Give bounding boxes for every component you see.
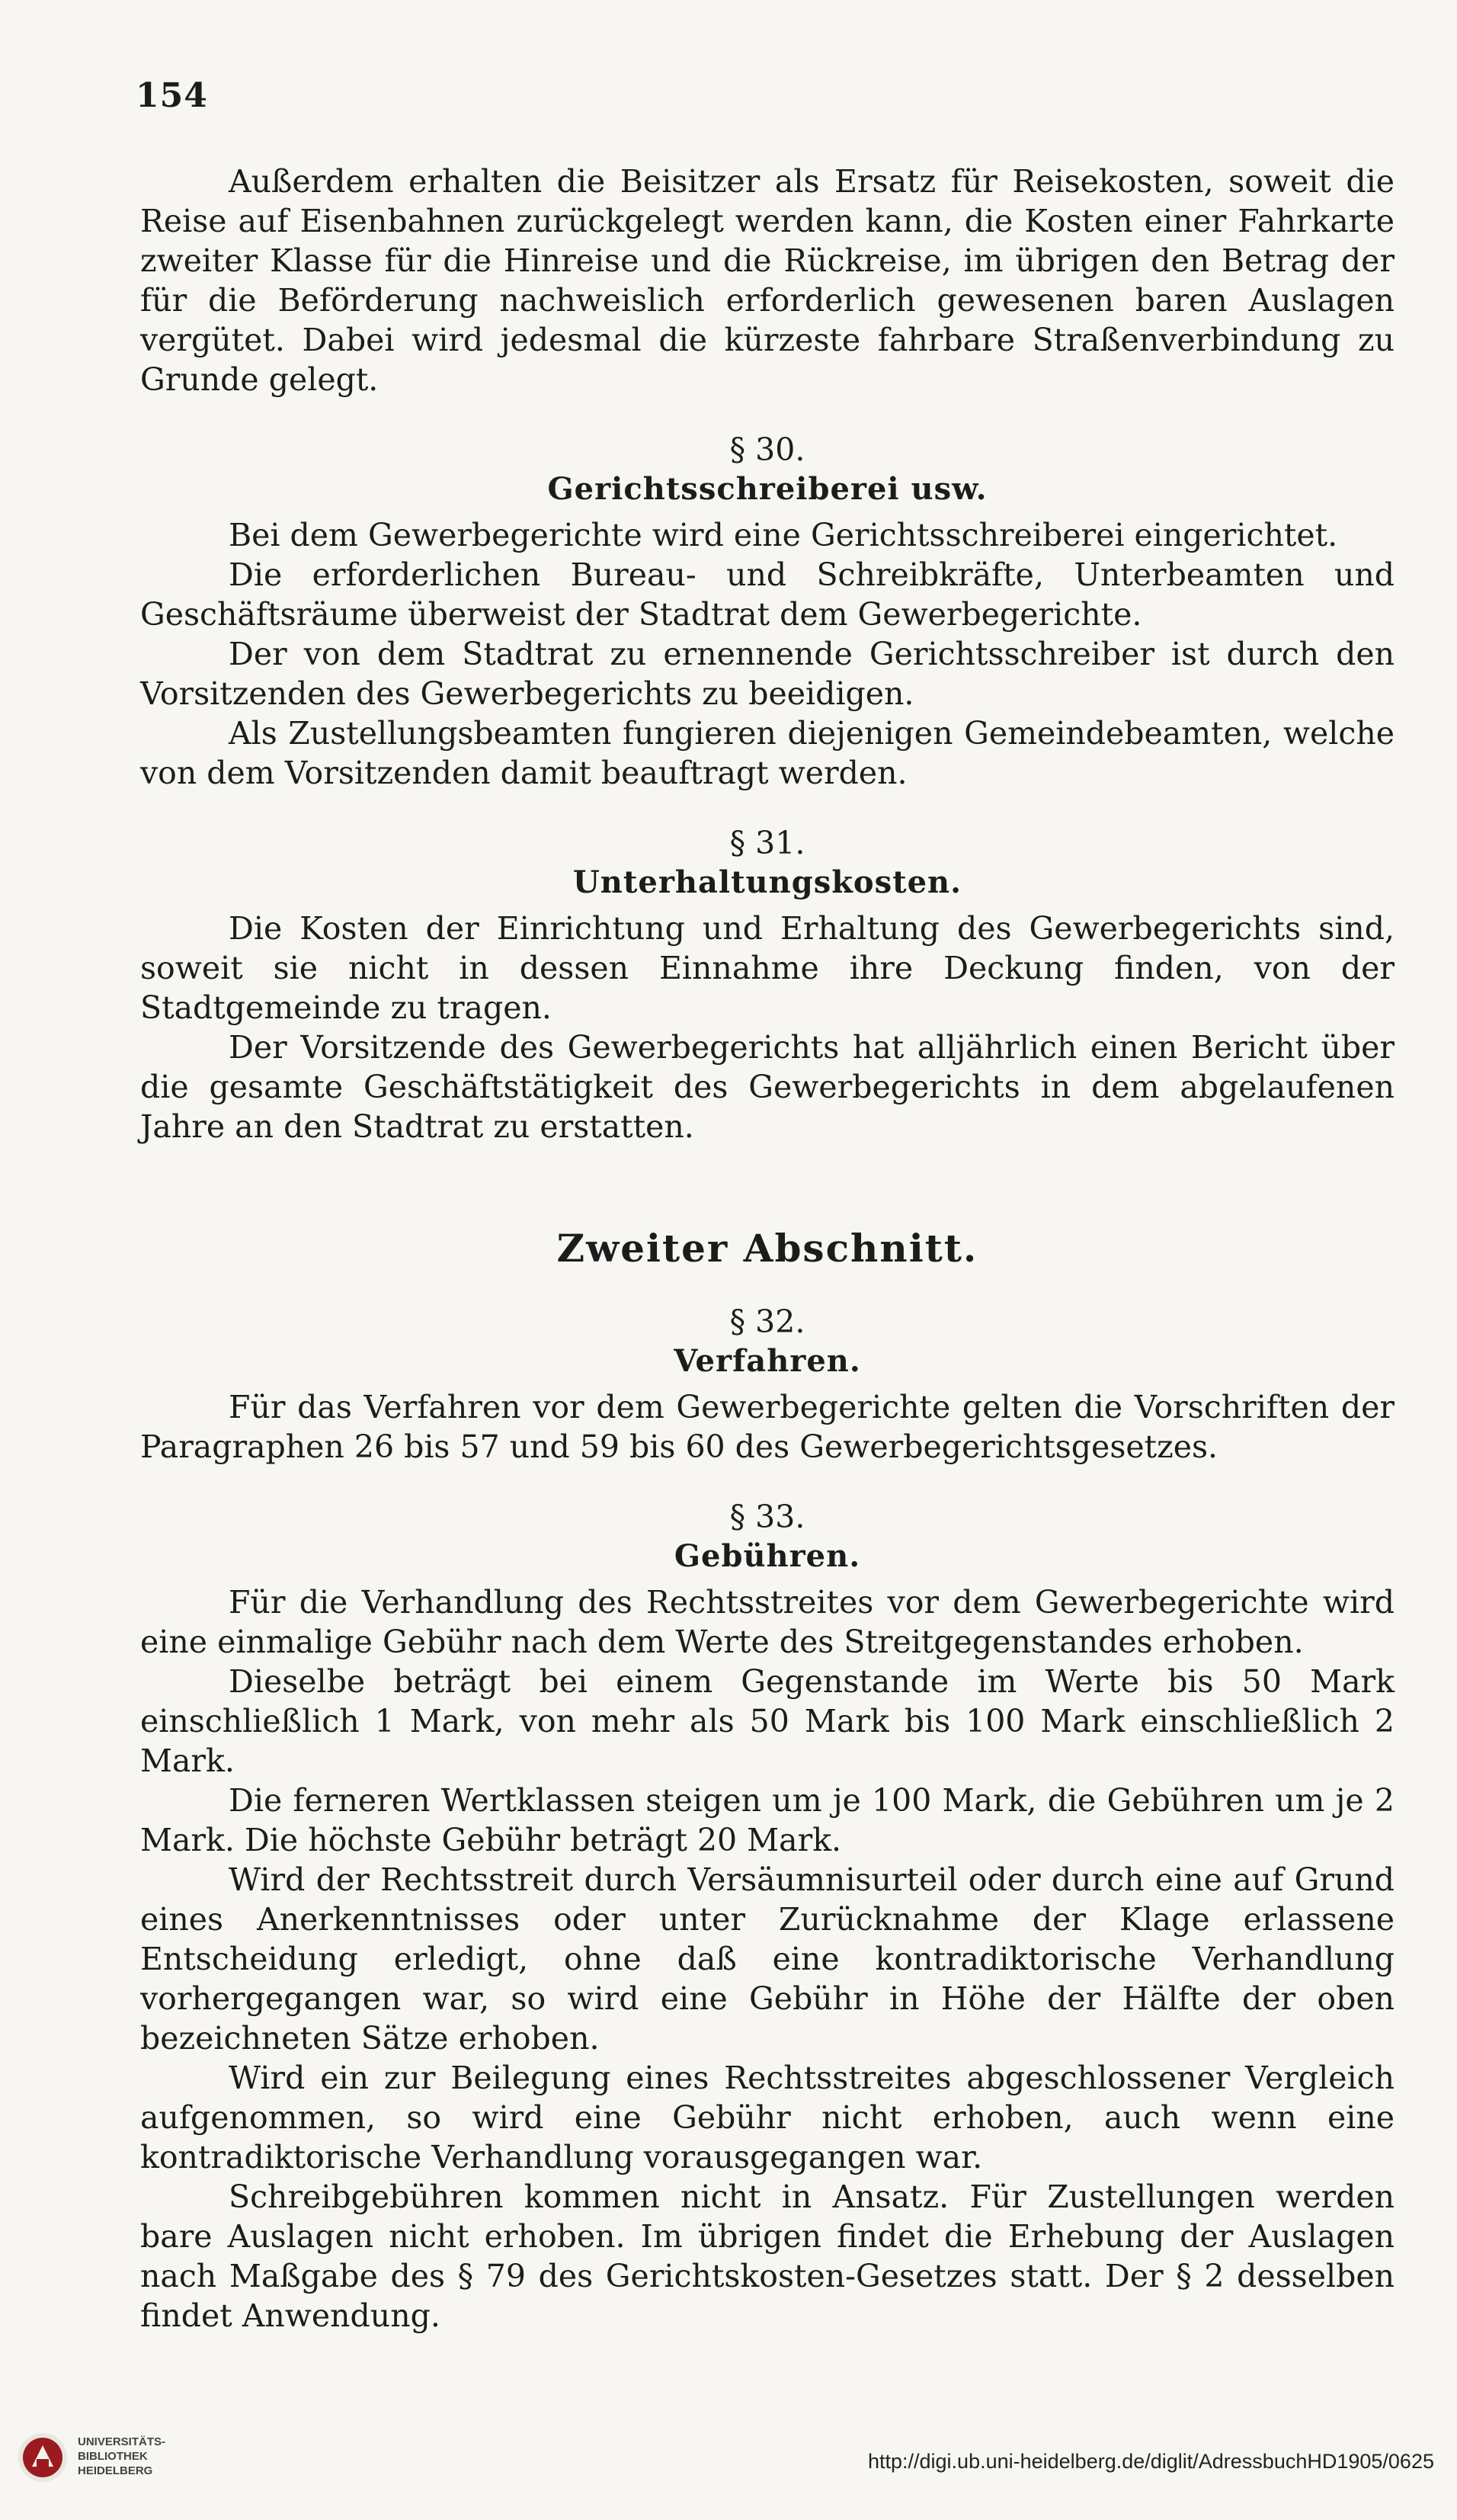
paragraph: Für die Verhandlung des Rechtsstreites vor dem Gewerbegerichte wird eine einmalige Gebühr nach dem Werte des Streitgegenstandes erhoben. xyxy=(140,1584,1395,1660)
paragraph: Die ferneren Wertklassen steigen um je 100 Mark, die Gebühren um je 2 Mark. Die höchste Gebühr beträgt 20 Mark. xyxy=(140,1782,1395,1858)
library-name xyxy=(78,2435,165,2478)
page-number: 154 xyxy=(136,76,208,115)
paragraph: Schreibgebühren kommen nicht in Ansatz. Für Zustellungen werden bare Auslagen nicht erhoben. Im übrigen findet die Erhebung der Auslagen nach Maßgabe des § 79 des Gerichtskosten-Gesetzes statt. Der § 2 desselben findet Anwendung. xyxy=(140,2179,1395,2334)
paragraph: Außerdem erhalten die Beisitzer als Ersatz für Reisekosten, soweit die Reise auf Eisenbahnen zurückgelegt werden kann, die Kosten einer Fahrkarte zweiter Klasse für die Hinreise und die Rückreise, im übrigen den Betrag der für die Beförderung nachweislich erforderlich gewesenen baren Auslagen vergütet. Dabei wird jedesmal die kürzeste fahrbare Straßenverbindung zu Grunde gelegt. xyxy=(140,163,1395,398)
section-number: § 31. xyxy=(729,825,805,861)
paragraph: Als Zustellungsbeamten fungieren diejenigen Gemeindebeamten, welche von dem Vorsitzenden damit beauftragt werden. xyxy=(140,715,1395,791)
page-body xyxy=(140,162,1395,2336)
section-number: § 33. xyxy=(729,1499,805,1535)
library-name-line: BIBLIOTHEK xyxy=(78,2450,148,2463)
paragraph: Wird der Rechtsstreit durch Versäumnisurteil oder durch eine auf Grund eines Anerkenntnisses oder unter Zurücknahme der Klage erlassene Entscheidung erledigt, ohne daß eine kontradiktorische Verhandlung vorhergegangen war, so wird eine Gebühr in Höhe der Hälfte der oben bezeichneten Sätze erhoben. xyxy=(140,1861,1395,2057)
library-name-line: UNIVERSITÄTS- xyxy=(78,2435,166,2448)
footer xyxy=(0,2424,1457,2485)
paragraph: Dieselbe beträgt bei einem Gegenstande im Werte bis 50 Mark einschließlich 1 Mark, von mehr als 50 Mark bis 100 Mark einschließlich 2 Mark. xyxy=(140,1663,1395,1779)
part-title: Zweiter Abschnitt. xyxy=(556,1226,978,1271)
paragraph: Für das Verfahren vor dem Gewerbegerichte gelten die Vorschriften der Paragraphen 26 bis 57 und 59 bis 60 des Gewerbegerichtsgesetzes. xyxy=(140,1389,1395,1465)
university-library-logo-icon xyxy=(17,2432,69,2483)
section-title: Unterhaltungskosten. xyxy=(572,864,962,900)
paragraph: Der Vorsitzende des Gewerbegerichts hat alljährlich einen Bericht über die gesamte Geschäftstätigkeit des Gewerbegerichts in dem abgelaufenen Jahre an den Stadtrat zu erstatten. xyxy=(140,1029,1395,1145)
paragraph: Die Kosten der Einrichtung und Erhaltung des Gewerbegerichts sind, soweit sie nicht in dessen Einnahme ihre Deckung finden, von der Stadtgemeinde zu tragen. xyxy=(140,910,1395,1026)
section-title: Gebühren. xyxy=(674,1538,861,1574)
paragraph: Wird ein zur Beilegung eines Rechtsstreites abgeschlossener Vergleich aufgenommen, so wird eine Gebühr nicht erhoben, auch wenn eine kontradiktorische Verhandlung vorausgegangen war. xyxy=(140,2060,1395,2175)
paragraph: Bei dem Gewerbegerichte wird eine Gerichtsschreiberei eingerichtet. xyxy=(229,517,1338,553)
section-number: § 32. xyxy=(729,1303,805,1340)
paragraph: Die erforderlichen Bureau- und Schreibkräfte, Unterbeamten und Geschäftsräume überweist der Stadtrat dem Gewerbegerichte. xyxy=(140,556,1395,633)
paragraph: Der von dem Stadtrat zu ernennende Gerichtsschreiber ist durch den Vorsitzenden des Gewerbegerichts zu beeidigen. xyxy=(140,636,1395,712)
section-title: Gerichtsschreiberei usw. xyxy=(547,471,988,507)
source-url-link[interactable]: http://digi.ub.uni-heidelberg.de/diglit/AdressbuchHD1905/0625 xyxy=(867,2450,1434,2473)
section-title: Verfahren. xyxy=(674,1343,861,1379)
section-number: § 30. xyxy=(729,431,805,468)
library-name-line: HEIDELBERG xyxy=(78,2464,153,2477)
